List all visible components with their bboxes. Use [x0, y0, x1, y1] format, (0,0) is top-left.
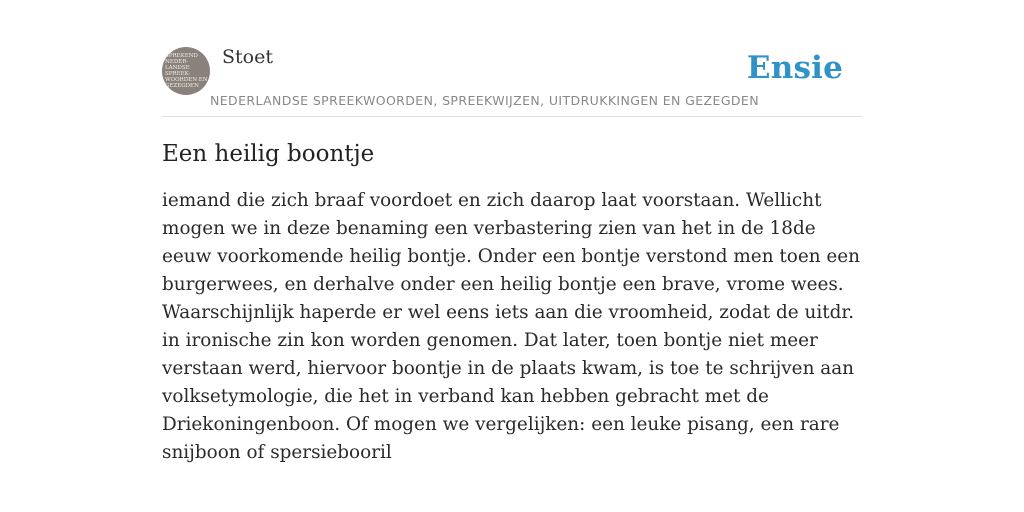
entry-definition: iemand die zich braaf voordoet en zich daarop laat voorstaan. Wellicht mogen we in deze benaming een verbastering zien van het in de 18de eeuw voorkomende heilig bontje. Onder een bontje verstond men toen een burgerwees, en derhalve onder een heilig bontje een brave, vrome wees. Waarschijnlijk haperde er wel eens iets aan die vroomheid, zodat de uitdr. in ironische zin kon worden genomen. Dat later, toen bontje niet meer verstaan werd, hiervoor boontje in de plaats kwam, is toe te schrijven aan volksetymologie, die het in verband kan hebben gebracht met de Driekoningenboon. Of mogen we vergelijken: een leuke pisang, een rare snijboon of spersiebooril: [162, 190, 861, 463]
avatar[interactable]: [162, 47, 210, 95]
entry-title: Een heilig boontje: [162, 141, 375, 167]
entry-card: [162, 44, 862, 467]
avatar-logo-text: SPREKEND NEDER- LANDSE SPREEK- WOORDEN EN GEZEGDEN: [165, 53, 208, 89]
author-name[interactable]: Stoet: [222, 46, 273, 68]
brand-logo[interactable]: Ensie: [746, 50, 843, 86]
source-title: NEDERLANDSE SPREEKWOORDEN, SPREEKWIJZEN, UITDRUKKINGEN EN GEZEGDEN: [210, 93, 759, 108]
header: [162, 44, 862, 117]
